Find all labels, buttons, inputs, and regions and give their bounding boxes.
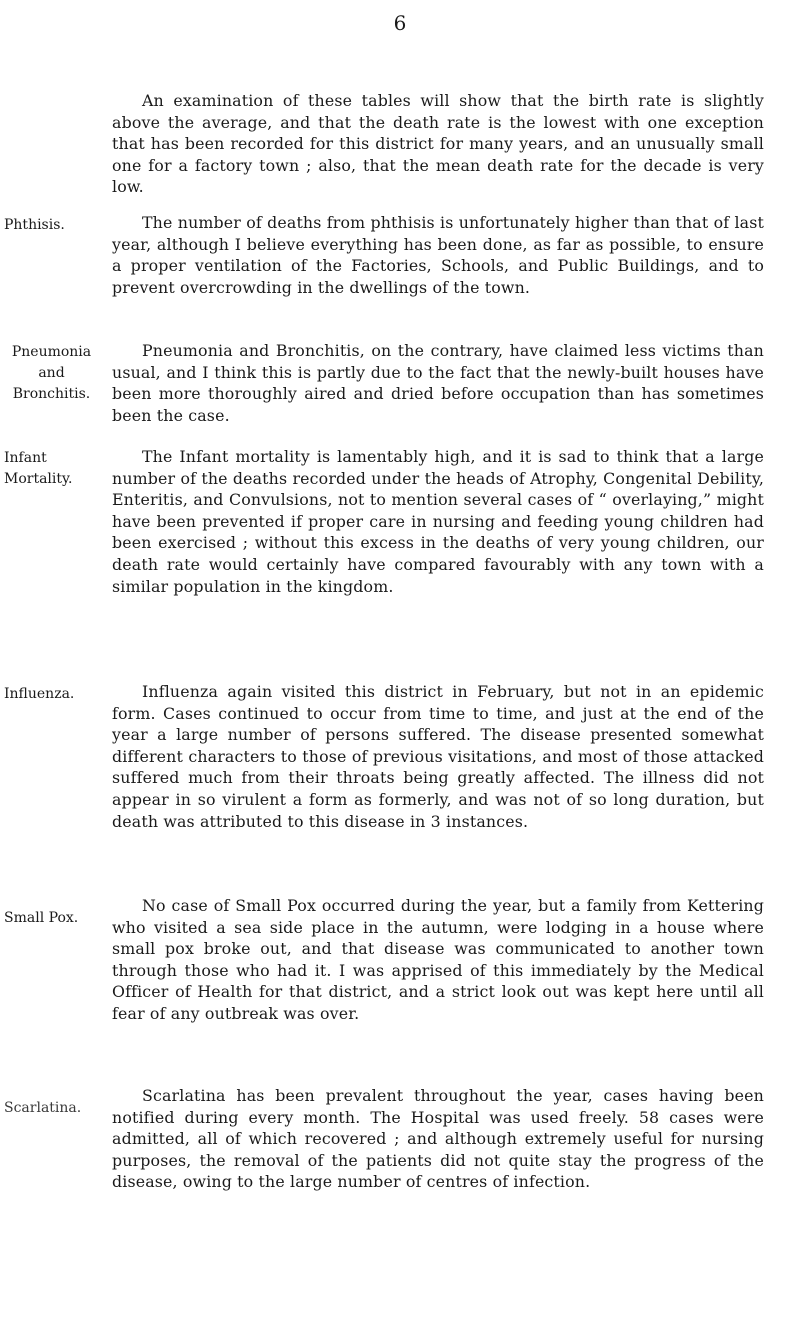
paragraph-infant-mortality: The Infant mortality is lamentably high, and it is sad to think that a large number of the deaths recorded under the heads of Atrophy, Congenital Debility, Enteritis, and Convulsions, not to mention several cases of “ overlaying,” might have been prevented if proper care in nursing and feeding young children had been exercised ; without this excess in the deaths of very young children, our death rate would certainly have compared favourably with any town with a similar population in the kingdom. [112,447,764,596]
margin-label-line: and [38,365,65,381]
margin-label-text: Scarlatina. [4,1100,82,1116]
page-number: 6 [393,11,407,35]
margin-label-scarlatina [4,1097,99,1119]
margin-label-text: Influenza. [4,686,75,702]
intro-paragraph: An examination of these tables will show that the birth rate is slightly above the average, and that the death rate is the lowest with one exception that has been recorded for this district for many years, and an unusually small one for a factory town ; also, that the mean death rate for the decade is very low. [112,91,764,197]
margin-label-line: Infant [4,450,47,466]
paragraph-pneumonia-bronchitis: Pneumonia and Bronchitis, on the contrary, have claimed less victims than usual, and I think this is partly due to the fact that the newly-built houses have been more thoroughly aired and dried before occupation than has sometimes been the case. [112,341,764,425]
margin-label-pneumonia-bronchitis [4,342,99,405]
margin-label-line: Mortality. [4,471,73,487]
paragraph-small-pox: No case of Small Pox occurred during the year, but a family from Kettering who visited a sea side place in the autumn, were lodging in a house where small pox broke out, and that disease was communicated to another town through those who had it. I was apprised of this immediately by the Medical Officer of Health for that district, and a strict look out was kept here until all fear of any outbreak was over. [112,896,764,1023]
paragraph-influenza: Influenza again visited this district in February, but not in an epidemic form. Cases continued to occur from time to time, and just at the end of the year a large number of persons suffered. The disease presented somewhat different characters to those of previous visitations, and most of those attacked suffered much from their throats being greatly affected. The illness did not appear in so virulent a form as formerly, and was not of so long duration, but death was attributed to this disease in 3 instances. [112,682,764,831]
paragraph-phthisis: The number of deaths from phthisis is unfortunately higher than that of last year, although I believe everything has been done, as far as possible, to ensure a proper ventilation of the Factories, Schools, and Public Buildings, and to prevent overcrowding in the dwellings of the town. [112,213,764,297]
margin-label-phthisis [4,214,99,236]
paragraph-scarlatina: Scarlatina has been prevalent throughout the year, cases having been notified during every month. The Hospital was used freely. 58 cases were admitted, all of which recovered ; and although extremely useful for nursing purposes, the removal of the patients did not quite stay the progress of the disease, owing to the large number of centres of infection. [112,1086,764,1192]
margin-label-line: Pneumonia [11,344,92,360]
margin-label-text: Phthisis. [4,217,65,233]
margin-label-infant-mortality [4,448,99,490]
margin-label-text: Small Pox. [4,910,79,926]
margin-label-small-pox [4,907,99,929]
margin-label-influenza [4,683,99,705]
margin-label-line: Bronchitis. [12,386,91,402]
